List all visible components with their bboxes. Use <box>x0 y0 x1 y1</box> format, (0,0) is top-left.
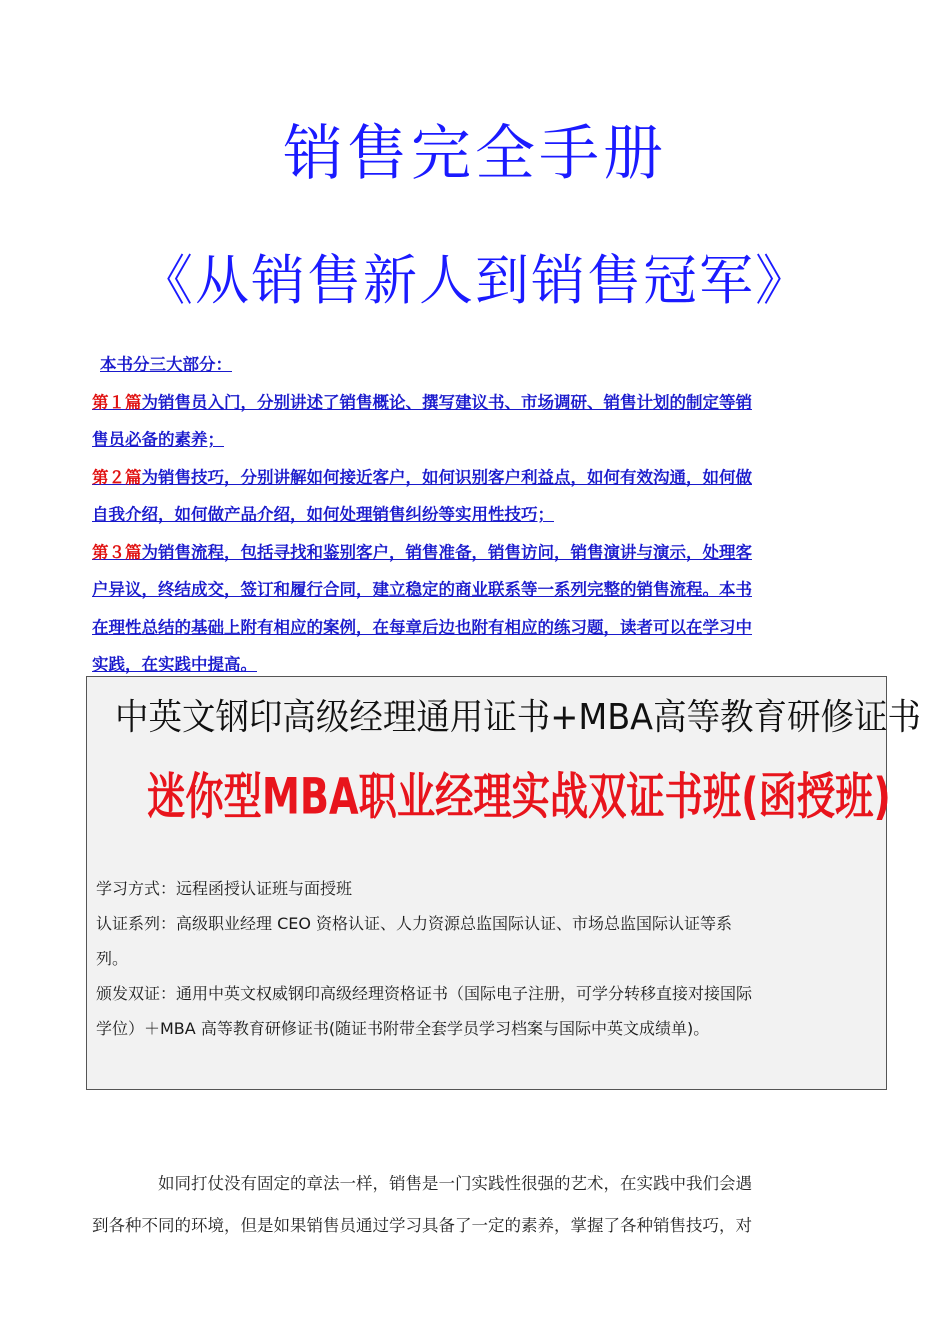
ad-title-course: 迷你型MBA职业经理实战双证书班(函授班) <box>147 767 891 826</box>
ad-line: 学习方式：远程函授认证班与面授班 <box>96 879 353 898</box>
part-text: 实践，在实践中提高。 <box>92 655 257 674</box>
part-text: 为销售技巧，分别讲解如何接近客户，如何识别客户利益点，如何有效沟通，如何做 <box>141 467 752 487</box>
part-label: 第１篇 <box>92 392 142 412</box>
intro-heading: 本书分三大部分： <box>100 355 232 374</box>
part-text: 在理性总结的基础上附有相应的案例，在每章后边也附有相应的练习题，读者可以在学习中 <box>92 617 752 637</box>
part-text: 为销售员入门，分别讲述了销售概论、撰写建议书、市场调研、销售计划的制定等销 <box>141 392 752 412</box>
intro-part-1 <box>92 384 867 459</box>
part-text: 为销售流程，包括寻找和鉴别客户，销售准备，销售访问，销售演讲与演示，处理客 <box>141 542 752 562</box>
ad-details <box>96 871 881 1046</box>
part-label: 第２篇 <box>92 467 142 487</box>
part-text: 自我介绍，如何做产品介绍，如何处理销售纠纷等实用性技巧； <box>92 505 554 524</box>
body-line: 到各种不同的环境，但是如果销售员通过学习具备了一定的素养，掌握了各种销售技巧，对 <box>92 1216 752 1235</box>
part-text: 售员必备的素养； <box>92 430 224 449</box>
ad-line: 颁发双证：通用中英文权威钢印高级经理资格证书（国际电子注册，可学分转移直接对接国际 <box>96 984 753 1003</box>
intro-part-2 <box>92 459 867 534</box>
part-text: 户异议，终结成交，签订和履行合同，建立稳定的商业联系等一系列完整的销售流程。本书 <box>92 580 752 599</box>
ad-line: 列。 <box>96 949 129 968</box>
ad-title-certificates: 中英文钢印高级经理通用证书+MBA高等教育研修证书 <box>115 697 921 738</box>
intro-part-3 <box>92 534 867 684</box>
ad-line: 认证系列：高级职业经理 CEO 资格认证、人力资源总监国际认证、市场总监国际认证等系 <box>96 914 733 933</box>
course-ad-box <box>86 676 921 1090</box>
page-subtitle: 《从销售新人到销售冠军》 <box>139 249 811 312</box>
ad-line: 学位）＋MBA 高等教育研修证书(随证书附带全套学员学习档案与国际中英文成绩单)。 <box>96 1019 710 1038</box>
body-line: 如同打仗没有固定的章法一样，销售是一门实践性很强的艺术，在实践中我们会遇 <box>158 1174 752 1193</box>
body-paragraph <box>92 1163 862 1247</box>
page-title: 销售完全手册 <box>283 119 667 189</box>
book-intro <box>92 346 867 684</box>
part-label: 第３篇 <box>92 542 142 562</box>
